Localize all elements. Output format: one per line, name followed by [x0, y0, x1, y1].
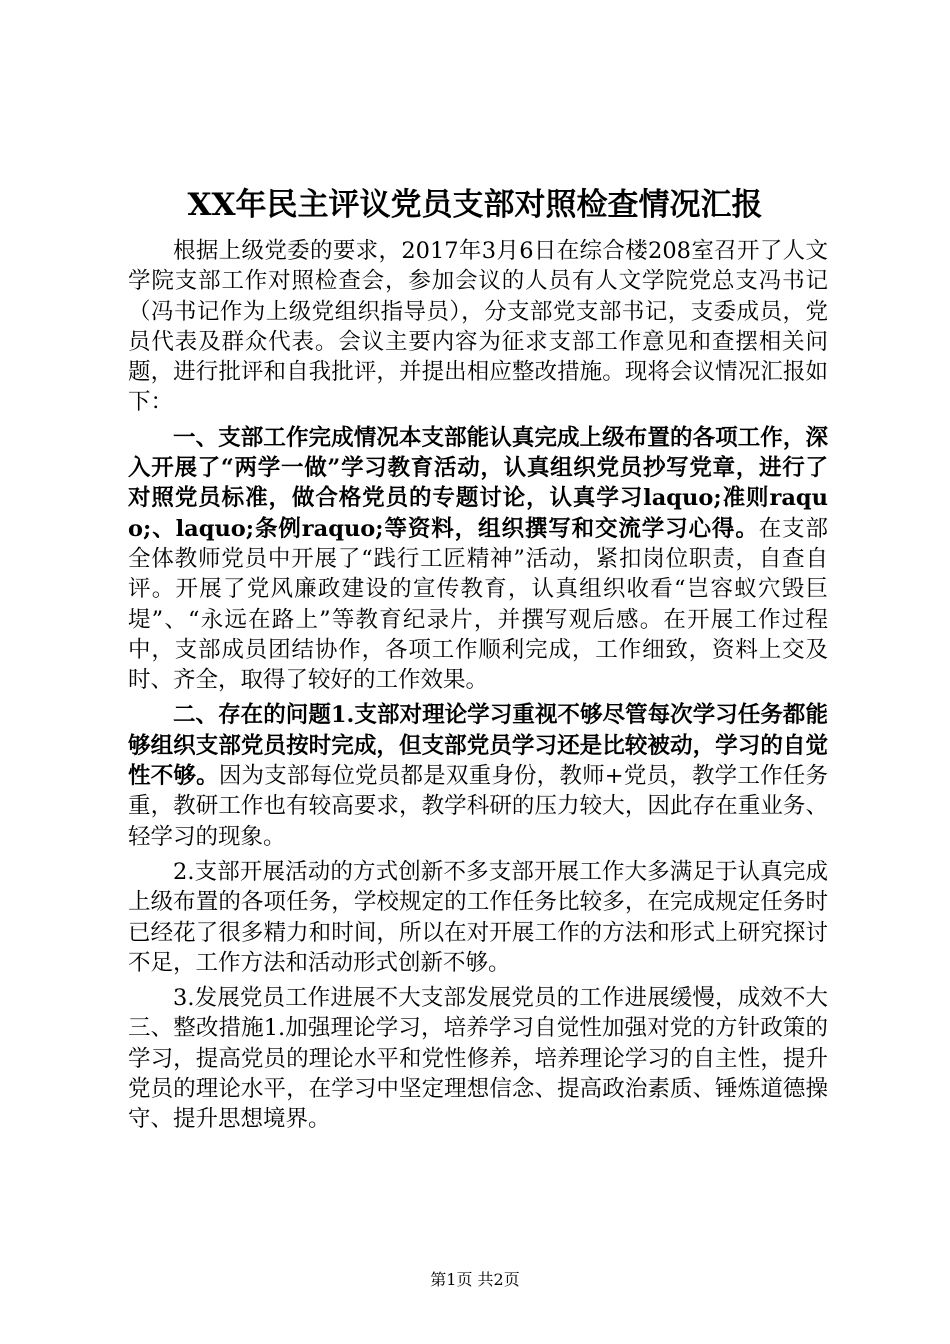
paragraph-section-two [128, 700, 828, 851]
page-number-footer: 第1页 共2页 [430, 1270, 520, 1289]
paragraph-item-three [128, 983, 828, 1134]
paragraph-section-two-bold: 二、存在的问题1.支部对理论学习重视不够尽管每次学习任务都能够组织支部党员按时完成，但支部党员学习还是比较被动，学习的自觉性不够。 [128, 702, 828, 790]
paragraph-item-three-text: 3.发展党员工作进展不大支部发展党员的工作进展缓慢，成效不大三、整改措施1.加强理论学习，培养学习自觉性加强对党的方针政策的学习，提高党员的理论水平和党性修养，培养理论学习的自主性，提升党员的理论水平，在学习中坚定理想信念、提高政治素质、锤炼道德操守、提升思想境界。 [128, 985, 828, 1133]
document-title: XX年民主评议党员支部对照检查情况汇报 [187, 187, 763, 223]
paragraph-item-two [128, 857, 828, 978]
paragraph-section-one-text: 在支部全体教师党员中开展了“践行工匠精神”活动，紧扣岗位职责，自查自评。开展了党风廉政建设的宣传教育，认真组织收看“岂容蚁穴毁巨堤”、“永远在路上”等教育纪录片，并撰写观后感。在开展工作过程中，支部成员团结协作，各项工作顺利完成，工作细致，资料上交及时、齐全，取得了较好的工作效果。 [128, 515, 828, 694]
paragraph-intro-text: 根据上级党委的要求，2017年3月6日在综合楼208室召开了人文学院支部工作对照检查会，参加会议的人员有人文学院党总支冯书记（冯书记作为上级党组织指导员），分支部党支部书记，支委成员，党员代表及群众代表。会议主要内容为征求支部工作意见和查摆相关问题，进行批评和自我批评，并提出相应整改措施。现将会议情况汇报如下： [128, 238, 828, 416]
paragraph-item-two-text: 2.支部开展活动的方式创新不多支部开展工作大多满足于认真完成上级布置的各项任务，学校规定的工作任务比较多，在完成规定任务时已经花了很多精力和时间，所以在对开展工作的方法和形式上研究探讨不足，工作方法和活动形式创新不够。 [128, 858, 828, 976]
paragraph-section-two-text: 因为支部每位党员都是双重身份，教师+党员，教学工作任务重，教研工作也有较高要求，教学科研的压力较大，因此存在重业务、轻学习的现象。 [128, 763, 828, 850]
document-body [128, 236, 828, 1135]
paragraph-intro [128, 236, 828, 418]
paragraph-section-one [128, 423, 828, 696]
paragraph-section-one-bold: 一、支部工作完成情况本支部能认真完成上级布置的各项工作，深入开展了“两学一做”学习教育活动，认真组织党员抄写党章，进行了对照党员标准，做合格党员的专题讨论，认真学习laquo;准则raquo;、laquo;条例raquo;等资料，组织撰写和交流学习心得。 [128, 424, 828, 542]
